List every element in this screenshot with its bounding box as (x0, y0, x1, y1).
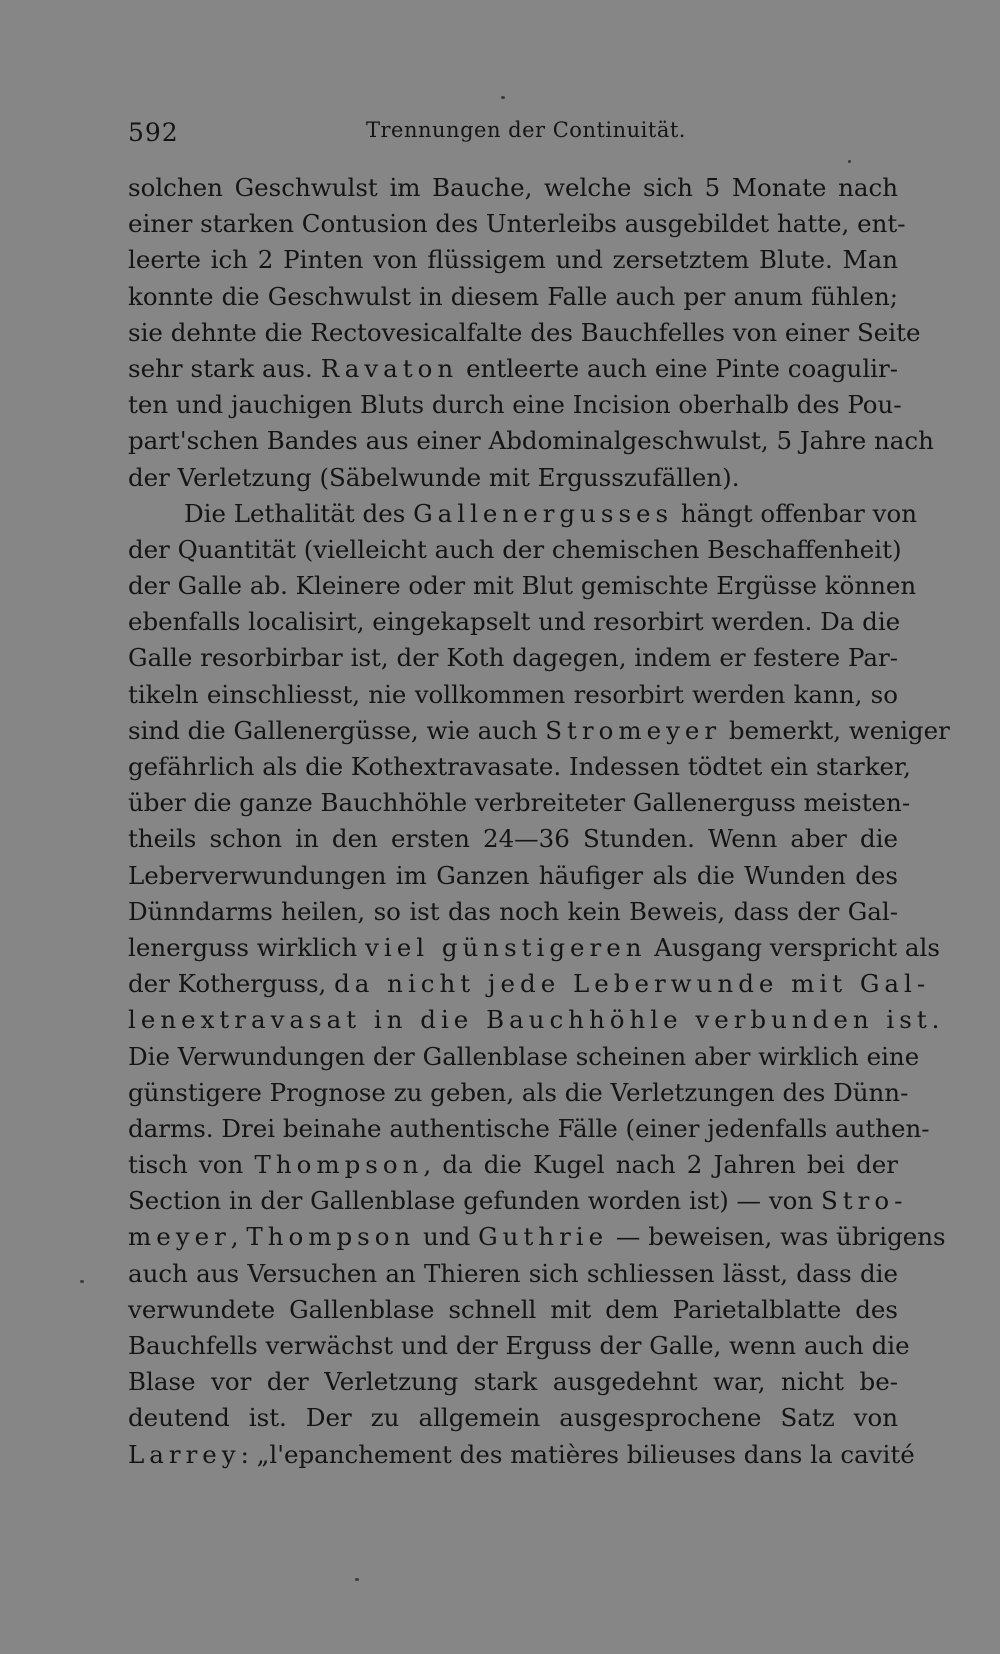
text-line (128, 749, 911, 785)
text-segment: der Verletzung (Säbelwunde mit Ergusszufällen). (128, 462, 740, 492)
text-segment: hängt offenbar von (673, 498, 917, 528)
text-segment: der Kotherguss, (128, 969, 335, 999)
text-line (128, 423, 934, 459)
text-line (128, 604, 901, 640)
text-line (128, 677, 898, 713)
text-line (128, 713, 950, 749)
text-segment: entleerte auch eine Pinte coagulir- (458, 353, 898, 383)
text-line (128, 170, 898, 206)
text-segment: Blase vor der Verletzung stark ausgedehnt war, nicht be- (128, 1367, 898, 1397)
spaced-name-text: Stro- (821, 1186, 908, 1216)
text-line (128, 858, 898, 894)
text-segment: sie dehnte die Rectovesicalfalte des Bauchfelles von einer Seite (128, 317, 921, 347)
text-line (128, 315, 921, 351)
spaced-name-text: Thompson (254, 1150, 424, 1180)
text-line (128, 1437, 915, 1473)
text-segment: der Quantität (vielleicht auch der chemischen Beschaffenheit) (128, 534, 902, 564)
running-title: Trennungen der Continuität. (366, 118, 686, 142)
spaced-name-text: meyer (128, 1222, 231, 1252)
text-line (128, 206, 906, 242)
text-segment: deutend ist. Der zu allgemein ausgesprochene Satz von (128, 1403, 898, 1433)
text-segment: — beweisen, was übrigens (608, 1222, 946, 1252)
text-line (128, 279, 898, 315)
text-segment: Die Verwundungen der Gallenblase scheinen aber wirklich eine (128, 1041, 920, 1071)
text-segment: Dünndarms heilen, so ist das noch kein Beweis, dass der Gal- (128, 896, 898, 926)
text-line (128, 640, 898, 676)
text-segment: darms. Drei beinahe authentische Fälle (einer jedenfalls authen- (128, 1113, 930, 1143)
text-line (128, 1039, 920, 1075)
text-segment: theils schon in den ersten 24—36 Stunden. Wenn aber die (128, 824, 898, 854)
text-segment: verwundete Gallenblase schnell mit dem Parietalblatte des (128, 1294, 898, 1324)
spaced-name-text: Thompson (246, 1222, 416, 1252)
print-speck (355, 1578, 359, 1581)
text-line (128, 351, 898, 387)
text-line (128, 1292, 898, 1328)
text-segment: der Galle ab. Kleinere oder mit Blut gemischte Ergüsse können (128, 571, 917, 601)
text-line (128, 1219, 946, 1255)
text-line (128, 1111, 930, 1147)
text-line (128, 894, 898, 930)
text-segment: Section in der Gallenblase gefunden worden ist) — von (128, 1186, 821, 1216)
text-segment: , (230, 1222, 247, 1252)
text-segment: günstigere Prognose zu geben, als die Verletzungen des Dünn- (128, 1077, 909, 1107)
page-number: 592 (128, 118, 179, 147)
text-line (128, 1328, 910, 1364)
text-segment: leerte ich 2 Pinten von flüssigem und zersetztem Blute. Man (128, 245, 898, 275)
text-segment: bemerkt, weniger (721, 715, 950, 745)
text-line (128, 930, 940, 966)
text-line (128, 1075, 909, 1111)
text-segment: solchen Geschwulst im Bauche, welche sich 5 Monate nach (128, 173, 898, 202)
spaced-name-text: Larrey (128, 1439, 241, 1469)
spaced-name-text: Guthrie (478, 1222, 609, 1252)
text-segment: : „l'epanchement des matières bilieuses dans la cavité (240, 1439, 915, 1469)
text-line (128, 1256, 898, 1292)
text-segment: ebenfalls localisirt, eingekapselt und resorbirt werden. Da die (128, 607, 901, 637)
spaced-name-text: Ravaton (320, 353, 459, 383)
text-segment: gefährlich als die Kothextravasate. Indessen tödtet ein starker, (128, 752, 911, 781)
text-line (128, 1147, 898, 1183)
spaced-name-text: Gallenergusses (413, 498, 674, 528)
text-segment: , da die Kugel nach 2 Jahren bei der (423, 1150, 899, 1180)
print-speck (80, 1280, 84, 1283)
body-text (128, 170, 950, 1473)
text-segment: tikeln einschliesst, nie vollkommen resorbirt werden kann, so (128, 679, 898, 709)
text-segment: tisch von (128, 1150, 255, 1180)
text-segment: konnte die Geschwulst in diesem Falle auch per anum fühlen; (128, 281, 898, 311)
text-segment: Ausgang verspricht als (646, 932, 940, 962)
text-segment: Bauchfells verwächst und der Erguss der Galle, wenn auch die (128, 1331, 910, 1360)
text-line (128, 568, 917, 604)
text-line (128, 785, 911, 821)
spaced-name-text: da nicht jede Leberwunde mit Gal- (334, 969, 931, 999)
text-line (128, 966, 931, 1002)
spaced-name-text: viel günstigeren (365, 932, 647, 962)
text-line (128, 242, 898, 278)
text-segment: part'schen Bandes aus einer Abdominalgeschwulst, 5 Jahre nach (128, 426, 934, 456)
text-segment: einer starken Contusion des Unterleibs ausgebildet hatte, ent- (128, 209, 906, 239)
spaced-name-text: lenextravasat in die Bauchhöhle verbunden ist. (128, 1005, 945, 1035)
text-segment: ten und jauchigen Bluts durch eine Incision oberhalb des Pou- (128, 390, 902, 420)
text-line (128, 1364, 898, 1400)
text-line (128, 496, 917, 532)
text-segment: über die ganze Bauchhöhle verbreiteter Gallenerguss meisten- (128, 788, 911, 818)
text-segment: und (415, 1222, 479, 1252)
text-segment: Die Lethalität des (184, 498, 414, 528)
text-segment: sind die Gallenergüsse, wie auch (128, 715, 546, 745)
text-line (128, 1183, 908, 1219)
text-segment: auch aus Versuchen an Thieren sich schliessen lässt, dass die (128, 1258, 898, 1288)
page-header (128, 118, 864, 152)
print-speck (501, 96, 505, 99)
print-speck (848, 160, 851, 163)
text-line (128, 387, 902, 423)
spaced-name-text: Stromeyer (545, 715, 722, 745)
text-line (128, 460, 898, 496)
text-segment: Leberverwundungen im Ganzen häufiger als die Wunden des (128, 860, 898, 890)
text-line (128, 1002, 945, 1038)
text-line (128, 532, 902, 568)
text-segment: sehr stark aus. (128, 353, 321, 383)
text-line (128, 1400, 898, 1436)
text-segment: Galle resorbirbar ist, der Koth dagegen, indem er festere Par- (128, 643, 898, 673)
text-segment: lenerguss wirklich (128, 932, 366, 962)
text-line (128, 821, 898, 857)
